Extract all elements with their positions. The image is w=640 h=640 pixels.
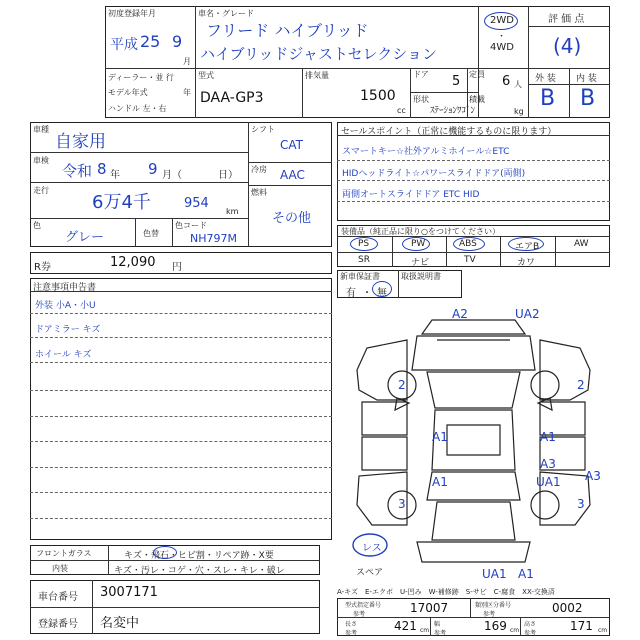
height-label: 高さ (524, 621, 537, 628)
model-num-label: 型式指定番号 (345, 602, 382, 609)
door-label: ドア (413, 70, 429, 79)
recycle-unit: 円 (172, 262, 182, 273)
door-value: 5 (452, 74, 461, 89)
manual-label: 取扱説明書 (401, 272, 441, 281)
model-year-label: モデル年式 (108, 88, 148, 97)
disp-value: 1500 (360, 88, 396, 104)
cap-unit: 人 (514, 80, 522, 89)
equip-pw-circle (402, 237, 430, 251)
score-value: (4) (553, 34, 582, 58)
note-item-2: ドアミラー キズ (35, 325, 101, 335)
height-value: 171 (570, 619, 593, 633)
kind-label: 車種 (33, 125, 49, 134)
notes-label: 注意事項申告書 (33, 283, 97, 293)
regno-label: 登録番号 (38, 619, 78, 630)
width-value: 169 (484, 619, 507, 633)
class-num-label: 類別区分番号 (475, 602, 512, 609)
inspect-era: 令和 (62, 162, 93, 180)
damage-right-rear-door: UA1 (536, 475, 561, 489)
car-grade: ハイブリッドジャストセレクション (200, 45, 438, 63)
class-num-value: 0002 (552, 601, 583, 615)
cap-label: 定員 (469, 70, 485, 79)
reg-month-unit: 月 (183, 57, 191, 66)
score-label: 評 価 点 (548, 14, 585, 25)
damage-right-front-door: A1 (540, 430, 556, 444)
warranty-no-circle (372, 281, 392, 297)
cap-value: 6 (502, 74, 511, 89)
car-name: フリード ハイブリッド (206, 21, 369, 40)
damage-left-rear-wheel: 3 (398, 497, 406, 511)
inspect-year: 8 (97, 160, 107, 178)
color-label: 色 (33, 221, 41, 230)
mileage-unit: km (226, 207, 239, 216)
model-value: DAA-GP3 (200, 90, 264, 106)
warranty-sep: ・ (362, 288, 372, 299)
shift-value: CAT (280, 138, 303, 152)
equip-abs: ABS (459, 239, 477, 249)
load-unit: kg (514, 107, 524, 116)
reg-label: 初度登録年月 (108, 9, 156, 18)
recycle-label: R券 (34, 262, 51, 273)
len-value: 421 (394, 619, 417, 633)
note-item-3: ホイール キズ (35, 350, 92, 360)
reg-year: 25 (140, 32, 161, 51)
inspect-year-unit: 年 (110, 170, 120, 181)
sales-label: セールスポイント（正常に機能するものに限ります） (341, 127, 557, 137)
equip-abs-circle (453, 237, 485, 251)
damage-left-front-wheel: 2 (398, 378, 406, 392)
width-unit: cm (510, 627, 520, 634)
equip-ps-circle (350, 237, 378, 251)
ext-grade: B (540, 86, 556, 111)
damage-ua2-top: UA2 (515, 307, 540, 321)
equip-aw: AW (574, 239, 589, 249)
mileage-sub: 954 (184, 196, 209, 211)
len-label: 長さ (345, 621, 358, 628)
height-unit: cm (598, 627, 608, 634)
chassis-value: 3007171 (100, 585, 158, 600)
damage-right-center: A3 (540, 457, 556, 471)
equip-pw: PW (411, 239, 426, 249)
height-ref: 参考 (524, 630, 537, 637)
inspect-label: 車検 (33, 156, 49, 165)
shift-label: シフト (251, 125, 275, 134)
ac-value: AAC (280, 168, 305, 182)
shape-value: ｽﾃｰｼｮﾝﾜｺﾞﾝ (430, 106, 476, 116)
disp-unit: cc (397, 106, 406, 115)
inspect-day-unit: 日） (218, 170, 238, 181)
equip-ps: PS (358, 239, 370, 249)
equip-airbag-circle (508, 237, 544, 251)
regno-value: 名変中 (100, 616, 140, 631)
damage-right-rear-fender: A3 (585, 469, 601, 483)
ac-label: 冷房 (251, 165, 267, 174)
disp-label: 排気量 (305, 71, 329, 80)
mileage-label: 走行 (33, 186, 49, 195)
inspect-month: 9 (148, 160, 158, 178)
car-label: 車名・グレード (198, 9, 254, 18)
spare-label: スペア (356, 568, 384, 578)
int-grade: B (580, 86, 596, 111)
color-value: グレー (65, 230, 105, 245)
warranty-no: 無 (377, 288, 387, 299)
chassis-label: 車台番号 (38, 592, 78, 603)
glass-text: キズ・飛石・ヒビ割・リペア跡・X要 (124, 551, 274, 561)
color-change-label: 色替 (143, 229, 159, 238)
drive-sep: ・ (497, 32, 507, 42)
color-code: NH797M (190, 232, 237, 245)
kind-value: 自家用 (55, 132, 106, 152)
model-year-unit: 年 (183, 88, 191, 97)
model-label: 型式 (198, 71, 214, 80)
interior-label: 内装 (52, 564, 68, 573)
damage-a2-top: A2 (452, 307, 468, 321)
note-item-1: 外装 小A・小U (35, 301, 96, 311)
damage-left-front-door: A1 (432, 430, 448, 444)
model-num-value: 17007 (410, 601, 449, 615)
mileage-value: 6万4千 (92, 192, 151, 213)
drive-2wd: 2WD (490, 15, 514, 26)
class-num-ref: 参考 (483, 611, 496, 618)
drive-4wd: 4WD (490, 42, 514, 53)
damage-a1-bottom: A1 (518, 567, 534, 581)
damage-right-rear-wheel: 3 (577, 497, 585, 511)
inspect-month-unit: 月（ (162, 170, 182, 181)
interior-text: キズ・汚レ・コゲ・穴・スレ・キレ・破レ (114, 566, 285, 576)
dealer-label: ディーラー・並 行 (108, 73, 174, 82)
color-code-label: 色コード (175, 221, 207, 230)
width-ref: 参考 (434, 630, 447, 637)
warranty-yes: 有 (346, 288, 356, 299)
equip-airbag: エアB (515, 242, 540, 252)
equip-label: 装備品（純正品に限り○をつけてください） (341, 227, 500, 236)
equip-sr: SR (358, 255, 370, 265)
model-num-ref: 参考 (353, 611, 366, 618)
sales-item-1: スマートキー☆社外アルミホイール☆ETC (342, 147, 510, 157)
int-label: 内 装 (576, 74, 597, 84)
recycle-value: 12,090 (110, 255, 156, 270)
glass-label: フロントガラス (36, 549, 92, 558)
ext-label: 外 装 (535, 74, 556, 84)
handle-label: ハンドル 左・右 (108, 104, 167, 113)
sales-item-2: HIDヘッドライト☆パワースライドドア(両側) (342, 169, 526, 179)
fuel-value: その他 (272, 211, 312, 226)
len-ref: 参考 (345, 630, 358, 637)
damage-left-rear-door: A1 (432, 475, 448, 489)
damage-right-front-wheel: 2 (577, 378, 585, 392)
width-label: 幅 (434, 621, 441, 628)
shape-label: 形状 (413, 95, 429, 104)
reg-era: 平成 (110, 37, 138, 53)
damage-ua1-bottom: UA1 (482, 567, 507, 581)
sales-item-3: 両側オートスライドドア ETC HID (342, 190, 480, 200)
legend: A-キズ E-エクボ U-凹み W-補修跡 S-サビ C-腐食 XX-交換済 (337, 588, 555, 596)
warranty-label: 新車保証書 (340, 272, 380, 281)
len-unit: cm (420, 627, 430, 634)
equip-leather: カワ (517, 258, 536, 268)
fuel-label: 燃料 (251, 188, 267, 197)
spare-note: レス (362, 543, 382, 554)
equip-navi: ナビ (411, 258, 430, 268)
equip-tv: TV (464, 255, 476, 265)
glass-stone-circle (153, 546, 177, 559)
notes-box (30, 278, 332, 540)
reg-month: 9 (172, 32, 183, 51)
load-label: 積載 (469, 95, 485, 104)
